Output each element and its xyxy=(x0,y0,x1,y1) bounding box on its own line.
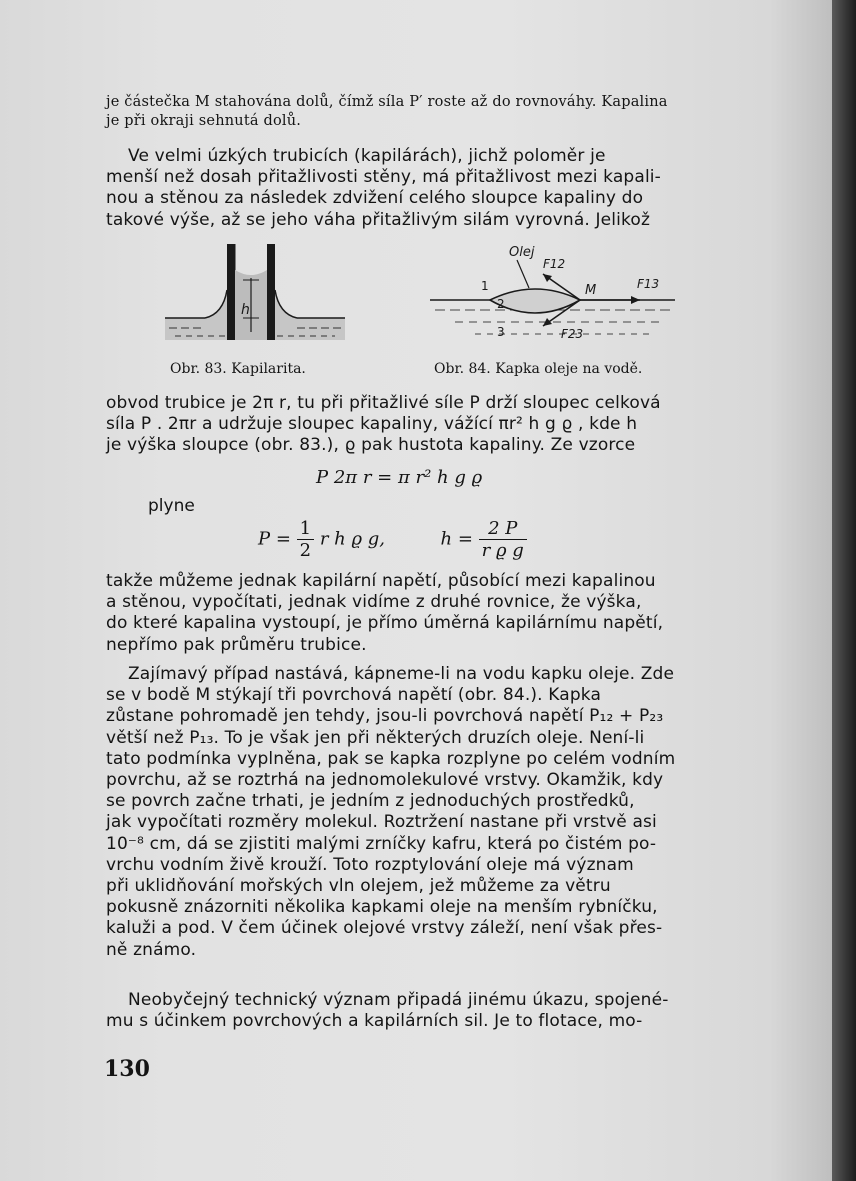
text-line: jak vypočítati rozměry molekul. Roztržení nastane při vrstvě asi xyxy=(106,812,657,833)
paragraph-conclusion xyxy=(106,571,756,656)
fraction-half xyxy=(297,518,314,561)
fraction-h xyxy=(479,518,527,561)
text-line: Zajímavý případ nastává, kápneme-li na vodu kapku oleje. Zde xyxy=(128,664,675,684)
label-medium-3: 3 xyxy=(497,325,505,339)
word-plyne: plyne xyxy=(148,496,195,516)
text-line: kaluži a pod. V čem účinek olejové vrstvy záleží, není však přes- xyxy=(106,918,663,939)
text-line: zůstane pohromadě jen tehdy, jsou-li povrchová napětí P₁₂ + P₂₃ xyxy=(106,706,664,727)
text-line: je výška sloupce (obr. 83.), ϱ pak hustota kapaliny. Ze vzorce xyxy=(106,435,636,456)
label-F12: F12 xyxy=(543,257,566,271)
text-line: Neobyčejný technický význam připadá jinému úkazu, spojené- xyxy=(128,990,669,1010)
text-line: pokusně znázorniti několika kapkami oleje na menším rybníčku, xyxy=(106,897,658,918)
text-line: je při okraji sehnutá dolů. xyxy=(106,113,302,129)
text-line: při uklidňování mořských vln olejem, jež můžeme za větru xyxy=(106,876,611,897)
label-medium-2: 2 xyxy=(497,297,505,311)
page-number: 130 xyxy=(104,1056,150,1082)
label-medium-1: 1 xyxy=(481,279,489,293)
text-line: ně známo. xyxy=(106,939,197,960)
text-line: síla P . 2πr a udržuje sloupec kapaliny, vážící πr² h g ϱ , kde h xyxy=(106,414,638,435)
label-oil: Olej xyxy=(509,245,535,260)
caption-fig84: Obr. 84. Kapka oleje na vodě. xyxy=(434,361,643,377)
text-line: vrchu vodním živě krouží. Toto rozptylování oleje má význam xyxy=(106,854,634,875)
text-line: se v bodě M stýkají tři povrchová napětí (obr. 84.). Kapka xyxy=(106,685,602,706)
formula-h-lhs: h = xyxy=(440,528,473,550)
text-line: nou a stěnou za následek zdvižení celého sloupce kapaliny do xyxy=(106,188,644,209)
text-line: povrchu, až se roztrhá na jednomolekulové vrstvy. Okamžik, kdy xyxy=(106,770,664,791)
text-line: mu s účinkem povrchových a kapilárních sil. Je to flotace, mo- xyxy=(106,1011,643,1032)
fraction-denominator: 2 xyxy=(299,540,312,561)
fraction-h-denominator: r ϱ g xyxy=(481,540,524,561)
paragraph-flotation xyxy=(106,990,756,1032)
text-line: je částečka M stahována dolů, čímž síla P′ roste až do rovnováhy. Kapalina xyxy=(106,94,668,110)
text-line: menší než dosah přitažlivosti stěny, má přitažlivost mezi kapali- xyxy=(106,167,661,188)
text-line: nepřímo pak průměru trubice. xyxy=(106,634,367,655)
paragraph-capillary xyxy=(106,146,756,231)
formula-p-rest: r h ϱ g, xyxy=(319,528,386,550)
formula-equilibrium: P 2π r = π r² h g ϱ xyxy=(316,467,483,488)
text-line: 10⁻⁸ cm, dá se zjistiti malými zrníčky kafru, která po čistém po- xyxy=(106,833,657,854)
text-line: takové výše, až se jeho váha přitažlivým silám vyrovná. Jelikož xyxy=(106,209,651,230)
continued-paragraph xyxy=(106,93,756,131)
paragraph-tube xyxy=(106,393,756,457)
formula-results xyxy=(258,518,527,561)
text-line: Ve velmi úzkých trubicích (kapilárách), jichž poloměr je xyxy=(128,146,606,166)
caption-fig83: Obr. 83. Kapilarita. xyxy=(170,361,306,377)
label-M: M xyxy=(585,283,597,298)
text-line: se povrch začne trhati, je jedním z jednoduchých prostředků, xyxy=(106,791,635,812)
text-line: větší než P₁₃. To je však jen při některých druzích oleje. Není-li xyxy=(106,727,645,748)
fraction-numerator: 1 xyxy=(297,518,314,540)
text-line: a stěnou, vypočítati, jednak vidíme z druhé rovnice, že výška, xyxy=(106,592,642,613)
book-spine-shadow xyxy=(832,0,856,1181)
text-line: do které kapalina vystoupí, je přímo úměrná kapilárnímu napětí, xyxy=(106,613,664,634)
formula-p-lhs: P = xyxy=(258,528,291,550)
label-F23: F23 xyxy=(561,327,584,341)
fraction-h-numerator: 2 P xyxy=(479,518,527,540)
text-line: takže můžeme jednak kapilární napětí, působící mezi kapalinou xyxy=(106,571,656,591)
text-line: obvod trubice je 2π r, tu při přitažlivé síle P drží sloupec celková xyxy=(106,393,661,413)
paragraph-oil xyxy=(106,664,756,961)
figure-83-capillarity xyxy=(165,240,345,350)
figure-84-oil-drop xyxy=(425,238,685,356)
text-line: tato podmínka vyplněna, pak se kapka rozplyne po celém vodním xyxy=(106,748,676,769)
label-F13: F13 xyxy=(637,277,660,291)
label-h: h xyxy=(241,302,250,318)
